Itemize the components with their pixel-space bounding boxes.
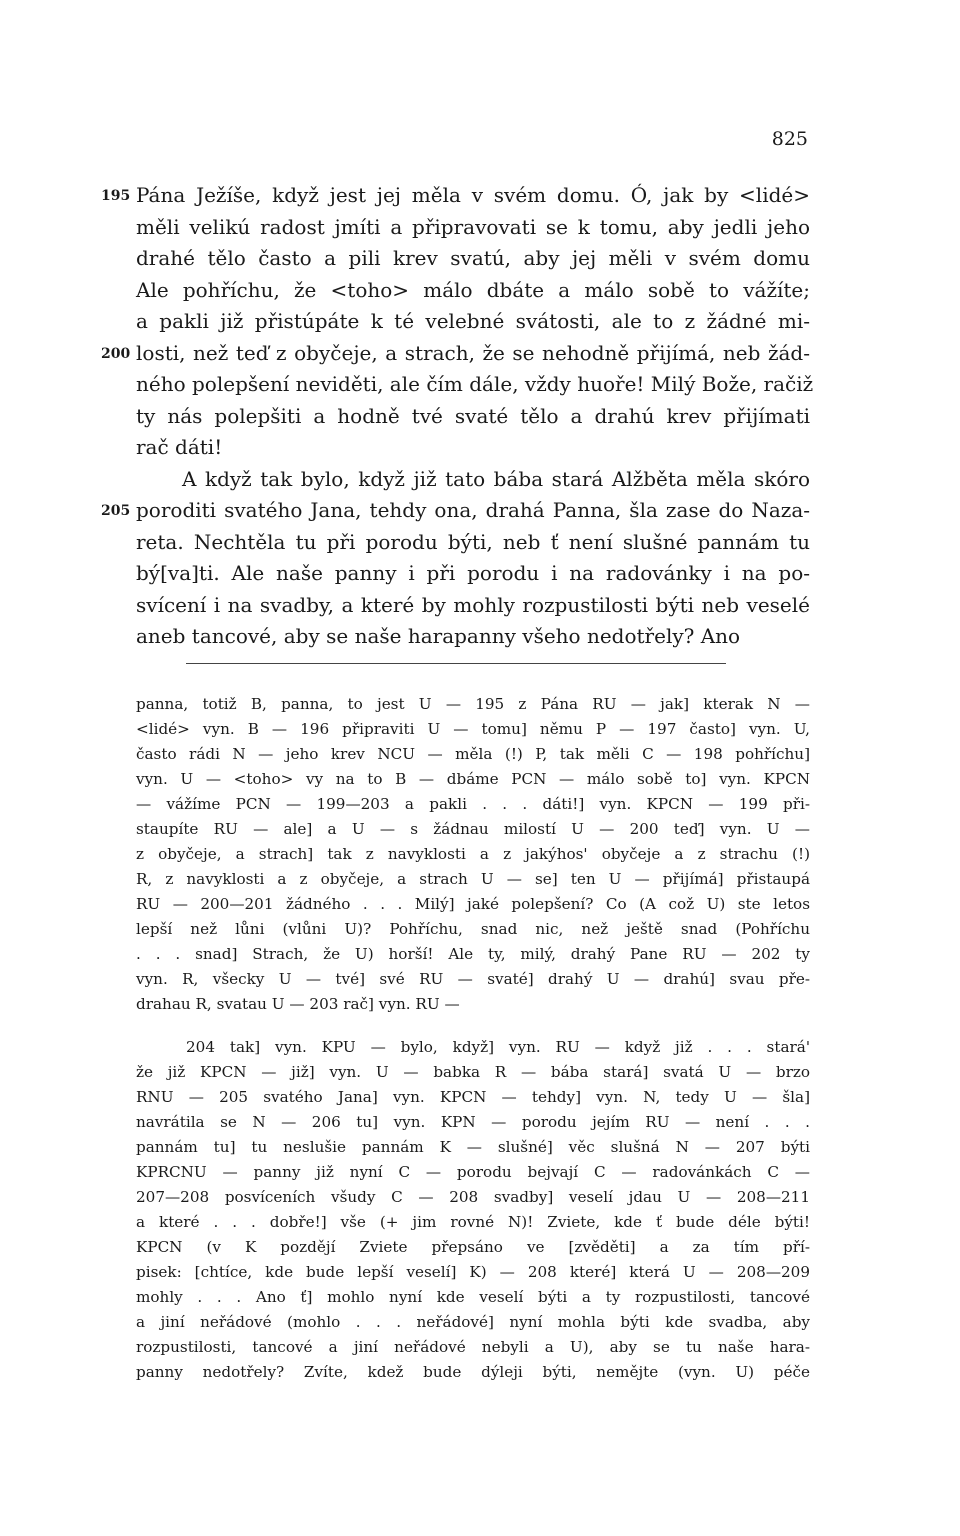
apparatus-line: často rádi N — jeho krev NCU — měla (!) P, tak měli C — 198 pohříchu] (136, 745, 810, 763)
apparatus-line: 207—208 posvíceních všudy C — 208 svadby] veselí jdau U — 208—211 (136, 1188, 810, 1206)
apparatus-line: mohly . . . Ano ť] mohlo nyní kde veselí býti a ty rozpustilosti, tancové (136, 1288, 810, 1306)
apparatus-line: panny nedotřely? Zvíte, kdež bude dýleji býti, nemějte (vyn. U) péče (136, 1363, 810, 1381)
text-line: drahé tělo často a pili krev svatú, aby jej měli v svém domu (136, 246, 810, 270)
apparatus-line: drahau R, svatau U — 203 rač] vyn. RU — (136, 995, 460, 1013)
text-line: aneb tancové, aby se naše harapanny všeho nedotřely? Ano (136, 624, 741, 648)
apparatus-line: a jiní neřádové (mohlo . . . neřádové] nyní mohla býti kde svadba, aby (136, 1313, 810, 1331)
page-number: 825 (771, 128, 808, 150)
apparatus-line: . . . snad] Strach, že U) horší! Ale ty, milý, drahý Pane RU — 202 ty (136, 945, 810, 963)
apparatus-line: z obyčeje, a strach] tak z navyklosti a z jakýhos' obyčeje a z strachu (!) (136, 845, 810, 863)
text-line: ty nás polepšiti a hodně tvé svaté tělo a drahú krev přijímati (136, 403, 810, 428)
apparatus-line: 204 tak] vyn. KPU — bylo, když] vyn. RU — když již . . . stará' (186, 1038, 810, 1056)
apparatus-line: pannám tu] tu neslušie pannám K — slušné] věc slušná N — 207 býti (136, 1138, 810, 1156)
apparatus-line: že již KPCN — již] vyn. U — babka R — bába stará] svatá U — brzo (136, 1063, 810, 1081)
apparatus-line: a které . . . dobře!] vše (+ jim rovné N)! Zviete, kde ť bude déle býti! (136, 1213, 810, 1231)
apparatus-line: lepší než lůni (vlůni U)? Pohříchu, snad nic, než ještě snad (Pohříchu (136, 920, 810, 938)
apparatus-line: pisek: [chtíce, kde bude lepší veselí] K) — 208 které] která U — 208—209 (136, 1263, 810, 1281)
text-line: ného polepšení neviděti, ale čím dále, vždy huoře! Milý Bože, račiž (136, 372, 814, 396)
apparatus-line: KPRCNU — panny již nyní C — porodu bejvají C — radovánkách C — (136, 1163, 810, 1181)
text-line: Ale pohříchu, že <toho> málo dbáte a málo sobě to vážíte; (136, 277, 810, 302)
separator-rule (186, 663, 726, 664)
text-line: 205 poroditi svatého Jana, tehdy ona, drahá Panna, šla zase do Naza- (136, 495, 810, 527)
text-line: 195 Pána Ježíše, když jest jej měla v svém domu. Ó, jak by <lidé> (136, 180, 810, 212)
apparatus-line: R, z navyklosti a z obyčeje, a strach U — se] ten U — přijímá] přistaupá (136, 870, 810, 888)
apparatus-line: vyn. U — <toho> vy na to B — dbáme PCN — málo sobě to] vyn. KPCN (136, 770, 810, 788)
apparatus-line: rozpustilosti, tancové a jiní neřádové nebyli a U), aby se tu naše hara- (136, 1338, 810, 1356)
apparatus-line: panna, totiž B, panna, to jest U — 195 z Pána RU — jak] kterak N — (136, 695, 810, 713)
apparatus-line: RNU — 205 svatého Jana] vyn. KPCN — tehdy] vyn. N, tedy U — šla] (136, 1088, 810, 1106)
apparatus-line: KPCN (v K pozdějí Zviete přepsáno ve [zvěděti] a za tím pří- (136, 1238, 810, 1256)
apparatus-line: RU — 200—201 žádného . . . Milý] jaké polepšení? Co (A což U) ste letos (136, 895, 810, 913)
text-line: a pakli již přistúpáte k té velebné svátosti, ale to z žádné mi- (136, 309, 810, 333)
text-line: bý[va]ti. Ale naše panny i při porodu i na radovánky i na po- (136, 561, 810, 585)
line-number: 195 (101, 188, 131, 204)
text-line: rač dáti! (136, 435, 223, 459)
main-text (101, 180, 814, 653)
text-line: A když tak bylo, když již tato bába stará Alžběta měla skóro (182, 466, 810, 491)
apparatus-line: <lidé> vyn. B — 196 připraviti U — tomu] němu P — 197 často] vyn. U, (136, 720, 810, 738)
text-line: 200 losti, než teď z obyčeje, a strach, že se nehodně přijímá, neb žád- (136, 338, 810, 370)
apparatus-line: staupíte RU — ale] a U — s žádnau milostí U — 200 teď] vyn. U — (136, 820, 810, 838)
apparatus-line: — vážíme PCN — 199—203 a pakli . . . dáti!] vyn. KPCN — 199 při- (136, 795, 810, 813)
text-line: svícení i na svadby, a které by mohly rozpustilosti býti neb veselé (136, 592, 810, 617)
text-line: reta. Nechtěla tu při porodu býti, neb ť není slušné pannám tu (136, 529, 810, 554)
text-line: měli velikú radost jmíti a připravovati se k tomu, aby jedli jeho (136, 214, 810, 239)
apparatus-line: navrátila se N — 206 tu] vyn. KPN — porodu jejím RU — není . . . (136, 1113, 810, 1131)
line-number: 205 (101, 503, 131, 519)
apparatus-line: vyn. R, všecky U — tvé] své RU — svaté] drahý U — drahú] svau pře- (136, 970, 810, 988)
critical-apparatus (136, 692, 810, 1385)
line-number: 200 (101, 345, 131, 362)
